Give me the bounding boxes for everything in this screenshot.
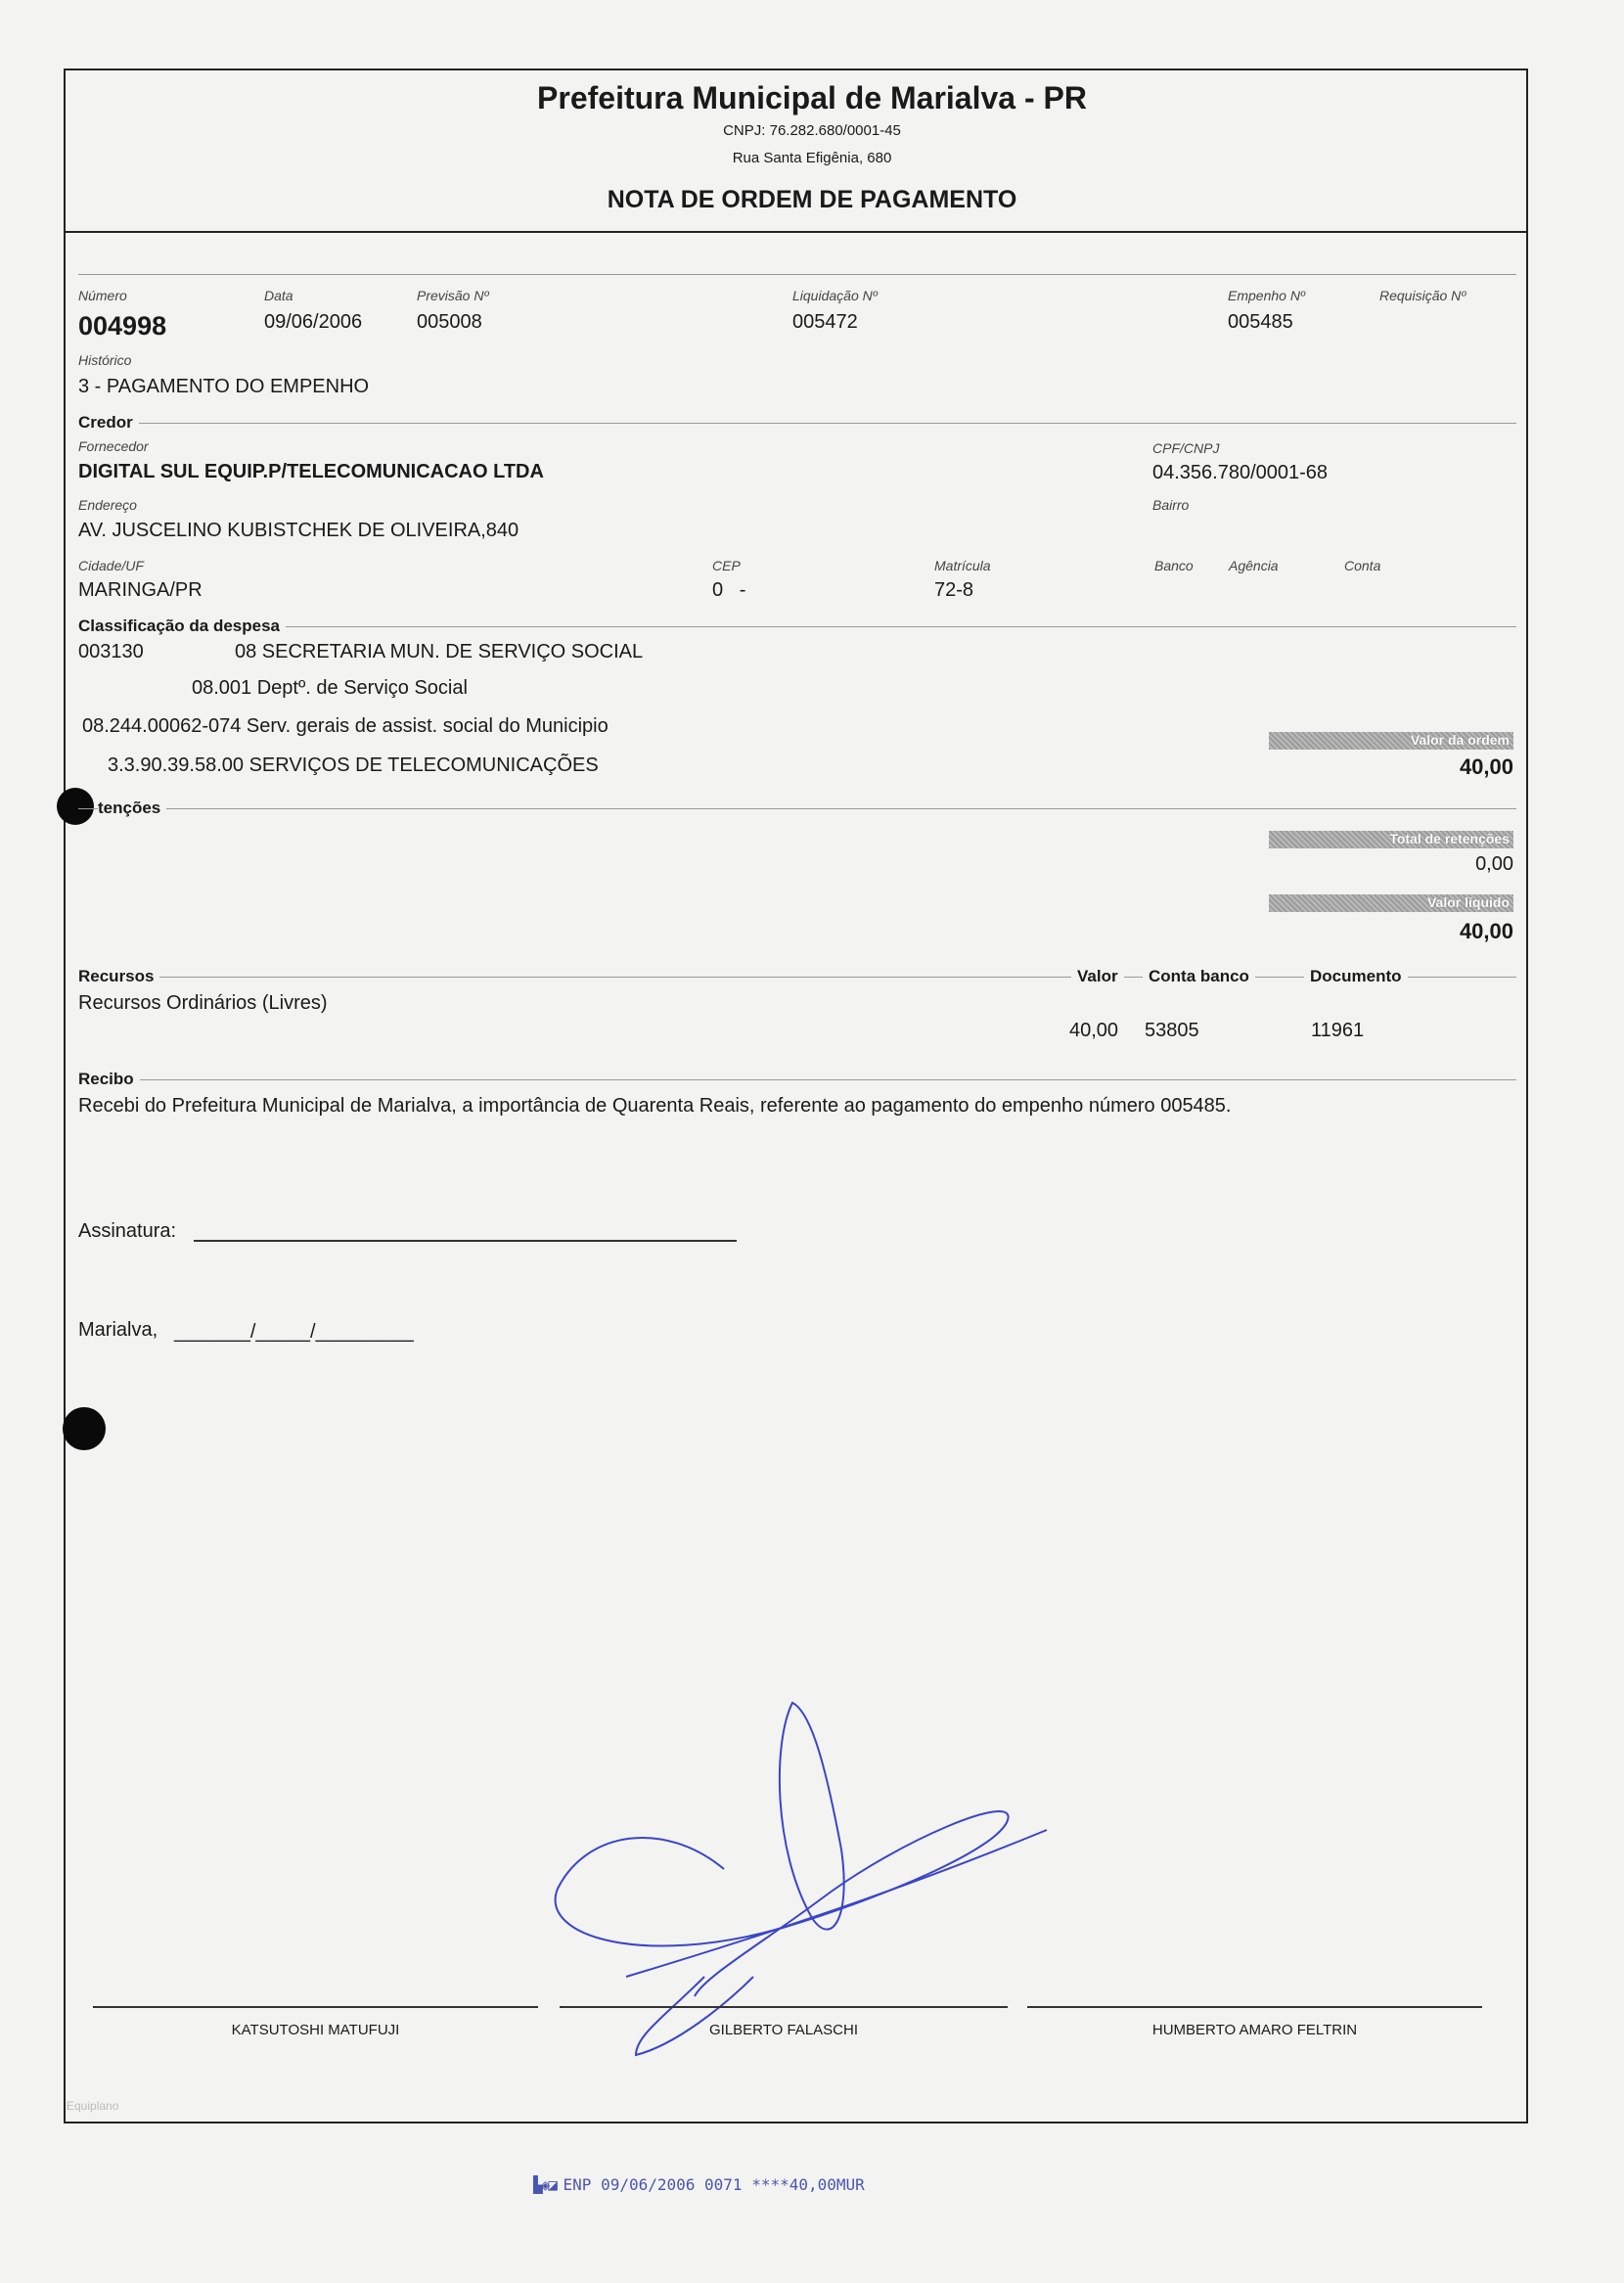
fornecedor-value: DIGITAL SUL EQUIP.P/TELECOMUNICACAO LTDA [78,461,544,482]
endereco-label: Endereço [78,497,137,513]
signatory-line-3 [1027,2006,1482,2008]
recursos-valor: 40,00 [1069,1020,1119,1041]
assinatura-line [194,1240,737,1242]
stamp-logo-icon: ▙◈◪ [533,2175,564,2194]
signatory-name-3: HUMBERTO AMARO FELTRIN [1151,2022,1358,2038]
classificacao-section: Classificação da despesa [78,616,286,636]
address-text: Rua Santa Efigênia, 680 [732,150,892,166]
classificacao-line3: 08.244.00062-074 Serv. gerais de assist. social do Municipio [82,715,609,737]
recursos-documento: 11961 [1311,1020,1365,1041]
signatory-name-1: KATSUTOSHI MATUFUJI [231,2022,400,2038]
signatory-name-2: GILBERTO FALASCHI [709,2022,858,2038]
requisicao-label: Requisição Nº [1379,288,1466,303]
numero-value: 004998 [78,311,167,341]
liquidacao-value: 005472 [792,311,858,333]
retencoes-section: tenções [98,799,166,818]
cpf-value: 04.356.780/0001-68 [1152,462,1329,483]
assinatura-label: Assinatura: [78,1220,177,1242]
recursos-desc: Recursos Ordinários (Livres) [78,992,328,1014]
recursos-rule [78,977,1516,978]
recibo-section: Recibo [78,1070,140,1089]
stamp-text: ENP 09/06/2006 0071 ****40,00MUR [563,2175,865,2194]
cpf-label: CPF/CNPJ [1152,440,1220,456]
fornecedor-label: Fornecedor [78,438,149,454]
punch-hole-bottom [63,1407,106,1450]
data-label: Data [264,288,293,303]
bairro-label: Bairro [1152,497,1190,513]
valor-liquido-value: 40,00 [1459,919,1513,943]
cidade-value: MARINGA/PR [78,579,203,601]
document-title: NOTA DE ORDEM DE PAGAMENTO [607,186,1017,213]
local-label: Marialva, [78,1319,158,1341]
matricula-label: Matrícula [934,558,991,573]
equiplano-watermark: Equiplano [67,2099,119,2113]
valor-liquido-label: Valor líquido [1426,894,1510,910]
valor-liquido-bar [1269,894,1513,912]
classificacao-line2: 08.001 Deptº. de Serviço Social [192,677,468,699]
page-title: Prefeitura Municipal de Marialva - PR [537,80,1087,115]
credor-section: Credor [78,413,139,433]
signatory-line-1 [93,2006,538,2008]
previsao-label: Previsão Nº [417,288,489,303]
valor-ordem-bar [1269,732,1513,750]
recursos-documento-header: Documento [1304,967,1408,986]
empenho-label: Empenho Nº [1228,288,1306,303]
matricula-value: 72-8 [934,579,974,601]
top-rule [78,274,1516,275]
signatory-line-2 [560,2006,1008,2008]
recursos-valor-header: Valor [1071,967,1124,986]
total-retencoes-label: Total de retenções [1389,831,1510,846]
banco-label: Banco [1154,558,1194,573]
historico-label: Histórico [78,352,132,368]
historico-value: 3 - PAGAMENTO DO EMPENHO [78,376,370,397]
liquidacao-label: Liquidação Nº [792,288,878,303]
cidade-label: Cidade/UF [78,558,144,573]
previsao-value: 005008 [417,311,482,333]
punch-hole-top [57,788,94,825]
endereco-value: AV. JUSCELINO KUBISTCHEK DE OLIVEIRA,840 [78,520,519,541]
empenho-value: 005485 [1228,311,1293,333]
credor-rule [78,423,1516,424]
footer-stamp [533,2175,865,2194]
valor-ordem-label: Valor da ordem [1410,732,1510,748]
valor-ordem-value: 40,00 [1459,754,1513,779]
classificacao-rule [78,626,1516,627]
recursos-conta-header: Conta banco [1143,967,1255,986]
recursos-section: Recursos [78,967,159,986]
recibo-rule [78,1079,1516,1080]
cep-label: CEP [712,558,741,573]
data-value: 09/06/2006 [264,311,363,333]
retencoes-rule [78,808,1516,809]
classificacao-line1: 08 SECRETARIA MUN. DE SERVIÇO SOCIAL [235,641,644,662]
numero-label: Número [78,288,127,303]
recibo-text: Recebi do Prefeitura Municipal de Marialva, a importância de Quarenta Reais, referente ao pagamento do empenho número 005485. [78,1095,1232,1117]
header-divider [64,231,1528,233]
conta-label: Conta [1344,558,1381,573]
cnpj-text: CNPJ: 76.282.680/0001-45 [723,122,901,139]
total-retencoes-bar [1269,831,1513,848]
classificacao-line4: 3.3.90.39.58.00 SERVIÇOS DE TELECOMUNICAÇÕES [108,754,599,776]
recursos-conta: 53805 [1145,1020,1199,1041]
total-retencoes-value: 0,00 [1475,853,1513,875]
classificacao-code: 003130 [78,641,144,662]
handwritten-signature [528,1683,1076,2075]
date-blanks: _______/_____/_________ [174,1321,414,1343]
cep-value: 0 - [712,579,746,601]
agencia-label: Agência [1229,558,1279,573]
